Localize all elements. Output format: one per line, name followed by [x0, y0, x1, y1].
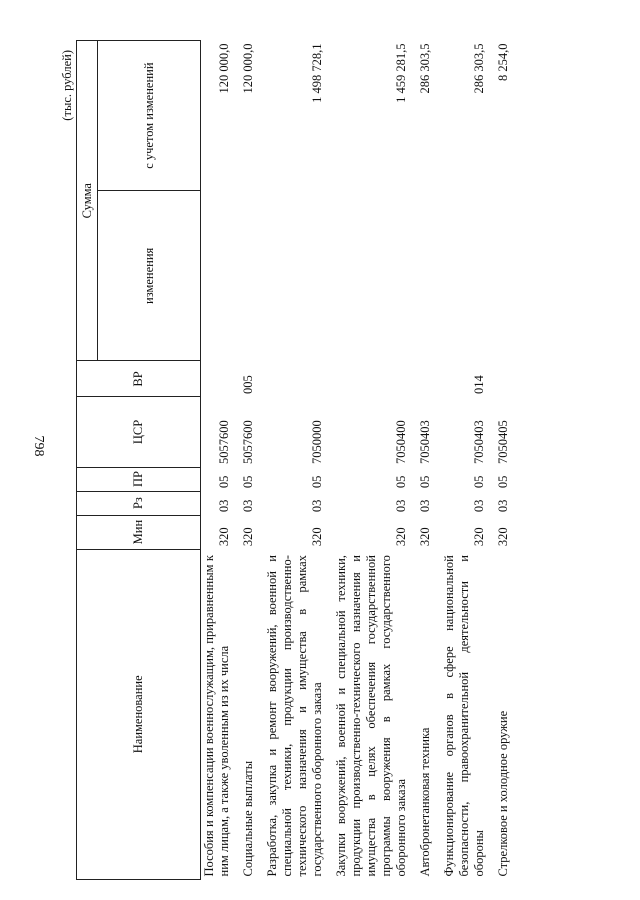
row-rz: 03 — [217, 499, 231, 513]
table-row — [434, 41, 488, 880]
row-name: Пособия и компенсации военнослужащим, приравненным к ним лицам, а также уволенным из их числа — [202, 555, 231, 877]
row-total: 1 459 281,5 — [394, 43, 408, 103]
row-pr: 05 — [310, 475, 324, 489]
row-changes — [488, 191, 512, 361]
row-changes — [201, 191, 234, 361]
col-header-csr: ЦСР — [77, 397, 201, 467]
row-vr: 005 — [241, 375, 255, 394]
row-min: 320 — [496, 527, 510, 547]
row-vr — [201, 361, 234, 397]
row-total: 286 303,5 — [418, 43, 432, 94]
row-vr — [410, 361, 434, 397]
row-min: 320 — [418, 527, 432, 547]
table-body — [201, 41, 513, 880]
row-vr: 014 — [472, 375, 486, 394]
row-pr: 05 — [394, 475, 408, 489]
col-header-pr: ПР — [77, 467, 201, 491]
row-rz: 03 — [496, 499, 510, 513]
page-number: 798 — [31, 435, 46, 457]
col-header-summa: Сумма — [77, 41, 98, 361]
row-min: 320 — [310, 527, 324, 547]
row-total: 120 000,0 — [241, 43, 255, 94]
row-min: 320 — [241, 527, 255, 547]
row-name: Стрелковое и холодное оружие — [496, 710, 510, 877]
row-total: 1 498 728,1 — [310, 43, 324, 103]
row-csr: 5057600 — [217, 420, 231, 465]
row-name: Разработка, закупка и ремонт вооружений, военной и специальной техники, продукции производственно-технического назначения и имущества в рамках государственного оборонного заказа — [265, 555, 324, 877]
rotated-sheet — [60, 40, 580, 880]
row-pr: 05 — [496, 475, 510, 489]
row-changes — [410, 191, 434, 361]
table-row — [233, 41, 257, 880]
landscape-content — [60, 40, 580, 880]
row-changes — [257, 191, 326, 361]
row-csr: 7050403 — [472, 420, 486, 465]
row-rz: 03 — [310, 499, 324, 513]
row-min: 320 — [217, 527, 231, 547]
row-rz: 03 — [241, 499, 255, 513]
col-header-with-changes: с учетом изменений — [98, 41, 201, 191]
table-row — [326, 41, 410, 880]
row-name: Функционирование органов в сфере национальной безопасности, правоохранительной деятельности и обороны — [442, 555, 486, 877]
row-rz: 03 — [418, 499, 432, 513]
col-header-name: Наименование — [77, 549, 201, 879]
col-header-rz: Рз — [77, 491, 201, 515]
row-csr: 7050400 — [394, 420, 408, 465]
col-header-changes: изменения — [98, 191, 201, 361]
table-row — [257, 41, 326, 880]
col-header-min: Мин — [77, 515, 201, 549]
row-vr — [326, 361, 410, 397]
table-row — [488, 41, 512, 880]
table-row — [410, 41, 434, 880]
row-pr: 05 — [241, 475, 255, 489]
units-label: (тыс. рублей) — [60, 50, 74, 121]
row-name: Автобронетанковая техника — [418, 727, 432, 877]
budget-table — [76, 40, 512, 880]
row-name: Социальные выплаты — [241, 760, 255, 877]
row-pr: 05 — [217, 475, 231, 489]
row-total: 120 000,0 — [217, 43, 231, 94]
row-csr: 7050000 — [310, 420, 324, 465]
row-min: 320 — [472, 527, 486, 547]
row-pr: 05 — [418, 475, 432, 489]
row-csr: 7050405 — [496, 420, 510, 465]
row-rz: 03 — [394, 499, 408, 513]
row-changes — [233, 191, 257, 361]
table-row — [201, 41, 234, 880]
row-rz: 03 — [472, 499, 486, 513]
row-name: Закупки вооружений, военной и специальной техники, продукции производственно-технического назначения и имущества в целях обеспечения государственной программы вооружения в рамках государственного оборонного заказа — [334, 555, 408, 877]
row-vr — [488, 361, 512, 397]
col-header-vr: ВР — [77, 361, 201, 397]
row-csr: 5057600 — [241, 420, 255, 465]
row-changes — [326, 191, 410, 361]
row-total: 8 254,0 — [496, 43, 510, 81]
row-vr — [257, 361, 326, 397]
row-total: 286 303,5 — [472, 43, 486, 94]
row-pr: 05 — [472, 475, 486, 489]
row-min: 320 — [394, 527, 408, 547]
row-csr: 7050403 — [418, 420, 432, 465]
row-changes — [434, 191, 488, 361]
